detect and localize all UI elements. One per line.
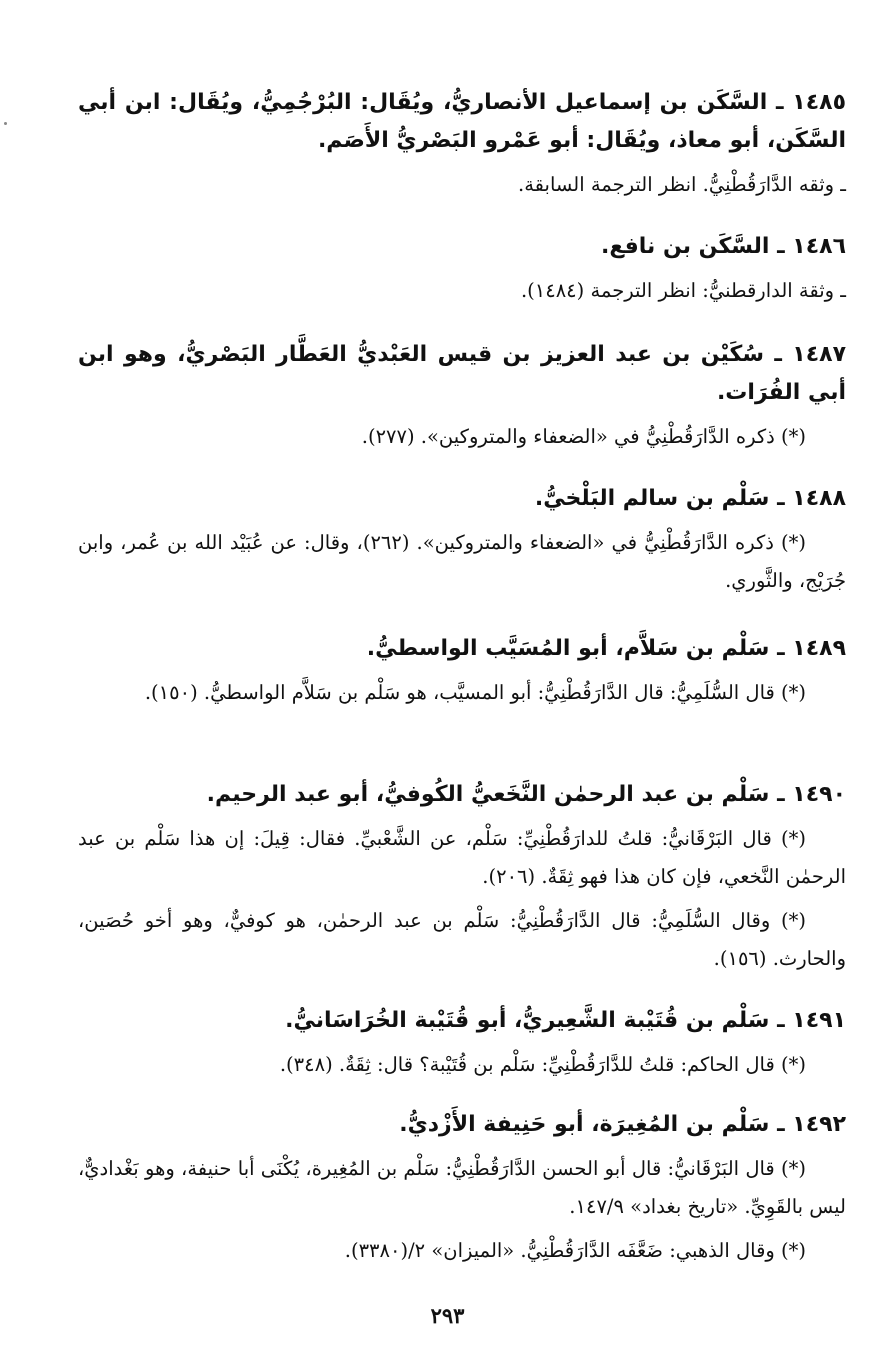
entry-heading: ١٤٨٨ ـ سَلْم بن سالم البَلْخيُّ. (534, 486, 846, 511)
entry-note: ـ وثقه الدَّارَقُطْنِيُّ. انظر الترجمة السابقة. (518, 173, 846, 196)
entry-1486 (78, 228, 846, 310)
entry-note: (*) قال الحاكم: قلتُ للدَّارَقُطْنِيِّ: سَلْم بن قُتَيْبة؟ قال: ثِقَةٌ. (٣٤٨). (279, 1053, 806, 1076)
entry-note: (*) ذكره الدَّارَقُطْنِيُّ في «الضعفاء والمتروكين». (٢٧٧). (361, 425, 806, 448)
entry-note: (*) قال البَرْقَانيُّ: قال أبو الحسن الدَّارَقُطْنِيُّ: سَلْم بن المُغِيرة، يُكْنَى أبا حنيفة، وهو بَغْداديٌّ، ليس بالقَوِيِّ. «تاريخ بغداد» ١٤٧/٩. (78, 1157, 846, 1218)
entry-note: (*) قال السُّلَمِيُّ: قال الدَّارَقُطْنِيُّ: أبو المسيَّب، هو سَلْم بن سَلاَّم الواسطيُّ. (١٥٠). (144, 681, 806, 704)
entry-1489 (78, 630, 846, 712)
entry-1490 (78, 776, 846, 978)
entry-note: (*) قال البَرْقَانيُّ: قلتُ للدارَقُطْنِيِّ: سَلْم، عن الشَّعْبيِّ. فقال: قِيلَ: إن هذا سَلْم بن عبد الرحمٰن النَّخعي، فإن كان هذا فهو ثِقَةٌ. (٢٠٦). (78, 827, 846, 888)
entry-heading: ١٤٨٩ ـ سَلْم بن سَلاَّم، أبو المُسَيَّب الواسطيُّ. (366, 636, 846, 661)
entry-heading: ١٤٨٧ ـ سُكَيْن بن عبد العزيز بن قيس العَبْديُّ العَطَّار البَصْريُّ، وهو ابن أبي الفُرَات. (78, 342, 846, 405)
entry-heading: ١٤٩٢ ـ سَلْم بن المُغِيرَة، أبو حَنِيفة الأَزْديُّ. (399, 1112, 846, 1137)
entry-heading: ١٤٨٦ ـ السَّكَن بن نافع. (600, 234, 846, 259)
page-number: ٢٩٣ (430, 1303, 465, 1328)
entry-1487 (78, 336, 846, 456)
entry-note: ـ وثقة الدارقطنيُّ: انظر الترجمة (١٤٨٤). (520, 279, 846, 302)
entry-1488 (78, 480, 846, 600)
entry-note: (*) وقال السُّلَمِيُّ: قال الدَّارَقُطْنِيُّ: سَلْم بن عبد الرحمٰن، هو كوفيٌّ، وهو أخو حُصَين، والحارث. (١٥٦). (78, 909, 846, 970)
entry-note: (*) ذكره الدَّارَقُطْنِيُّ في «الضعفاء والمتروكين». (٢٦٢)، وقال: عن عُبَيْد الله بن عُمر، وابن جُرَيْج، والثَّوري. (78, 531, 846, 592)
book-page (78, 0, 846, 1356)
entry-1491 (78, 1002, 846, 1084)
entry-heading: ١٤٩١ ـ سَلْم بن قُتَيْبة الشَّعِيريُّ، أبو قُتَيْبة الخُرَاسَانيُّ. (285, 1008, 846, 1033)
entry-heading: ١٤٨٥ ـ السَّكَن بن إسماعيل الأنصاريُّ، ويُقَال: البُرْجُمِيُّ، ويُقَال: ابن أبي السَّكَن، أبو معاذ، ويُقَال: أبو عَمْرو البَصْريُّ الأَصَم. (78, 90, 846, 153)
entry-1492 (78, 1106, 846, 1270)
entry-1485 (78, 84, 846, 204)
margin-dot (4, 122, 7, 125)
entry-heading: ١٤٩٠ ـ سَلْم بن عبد الرحمٰن النَّخَعيُّ الكُوفيُّ، أبو عبد الرحيم. (206, 782, 846, 807)
entry-note: (*) وقال الذهبي: ضَعَّفَه الدَّارَقُطْنِيُّ. «الميزان» ٢/(٣٣٨٠). (344, 1239, 806, 1262)
